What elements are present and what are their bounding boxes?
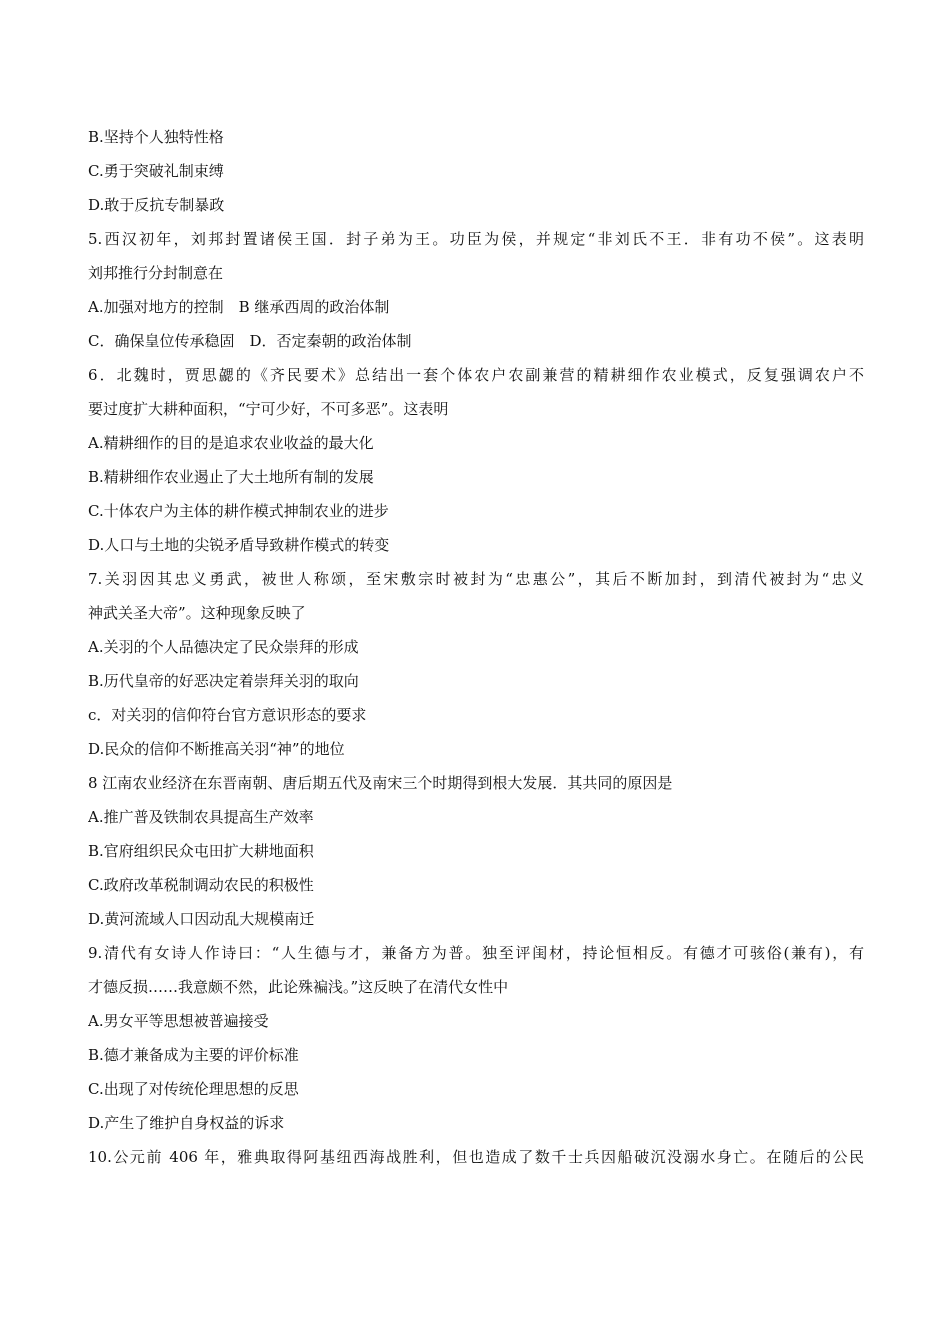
answer-option: A.精耕细作的目的是追求农业收益的最大化 bbox=[88, 434, 374, 452]
question-text: 神武关圣大帝”。这种现象反映了 bbox=[88, 604, 306, 622]
answer-option: D.黄河流域人口因动乱大规模南迁 bbox=[88, 910, 315, 928]
answer-option: A.关羽的个人品德决定了民众崇拜的形成 bbox=[88, 638, 359, 656]
question-text: 5.西汉初年，刘邦封置诸侯王国．封子弟为王。功臣为侯，并规定“非刘氏不王．非有功不侯”。这表明 bbox=[88, 230, 864, 248]
answer-option: C．确保皇位传承稳固 D．否定秦朝的政治体制 bbox=[88, 332, 412, 350]
question-text: 8 江南农业经济在东晋南朝、唐后期五代及南宋三个时期得到根大发展．其共同的原因是 bbox=[88, 774, 673, 792]
answer-option: B.坚持个人独特性格 bbox=[88, 128, 224, 146]
question-text: 10.公元前 406 年，雅典取得阿基纽西海战胜利，但也造成了数千士兵因船破沉没溺水身亡。在随后的公民 bbox=[88, 1148, 864, 1166]
answer-option: D.产生了维护自身权益的诉求 bbox=[88, 1114, 285, 1132]
answer-option: A.加强对地方的控制 B 继承西周的政治体制 bbox=[88, 298, 390, 316]
answer-option: C.十体农户为主体的耕作模式抻制农业的进步 bbox=[88, 502, 389, 520]
answer-option: c．对关羽的信仰符台官方意识形态的要求 bbox=[88, 706, 367, 724]
answer-option: B.历代皇帝的好恶决定着崇拜关羽的取向 bbox=[88, 672, 359, 690]
answer-option: D.敢于反抗专制暴政 bbox=[88, 196, 225, 214]
answer-option: B.德才兼备成为主要的评价标准 bbox=[88, 1046, 299, 1064]
answer-option: C.政府改革税制调动农民的积极性 bbox=[88, 876, 314, 894]
question-text: 6．北魏时，贾思勰的《齐民要术》总结出一套个体农户农副兼营的精耕细作农业模式，反复强调农户不 bbox=[88, 366, 864, 384]
document-page bbox=[88, 120, 864, 1174]
question-text: 要过度扩大耕种面积，“宁可少好，不可多恶”。这表明 bbox=[88, 400, 449, 418]
answer-option: C.勇于突破礼制束缚 bbox=[88, 162, 224, 180]
answer-option: B.官府组织民众屯田扩大耕地面积 bbox=[88, 842, 314, 860]
answer-option: A.推广普及铁制农具提高生产效率 bbox=[88, 808, 314, 826]
question-text: 9.清代有女诗人作诗曰：“人生德与才，兼备方为普。独至评闺材，持论恒相反。有德才可骇俗(兼有)，有 bbox=[88, 944, 864, 962]
answer-option: D.民众的信仰不断推高关羽“神”的地位 bbox=[88, 740, 345, 758]
answer-option: D.人口与土地的尖锐矛盾导致耕作模式的转变 bbox=[88, 536, 390, 554]
question-text: 才德反损……我意颇不然，此论殊褊浅。”这反映了在清代女性中 bbox=[88, 978, 509, 996]
answer-option: A.男女平等思想被普遍接受 bbox=[88, 1012, 269, 1030]
question-text: 7.关羽因其忠义勇武，被世人称颂，至宋敷宗时被封为“忠惠公”，其后不断加封，到清代被封为“忠义 bbox=[88, 570, 864, 588]
question-text: 刘邦推行分封制意在 bbox=[88, 264, 224, 282]
answer-option: B.精耕细作农业遏止了大土地所有制的发展 bbox=[88, 468, 374, 486]
answer-option: C.出现了对传统伦理思想的反思 bbox=[88, 1080, 299, 1098]
